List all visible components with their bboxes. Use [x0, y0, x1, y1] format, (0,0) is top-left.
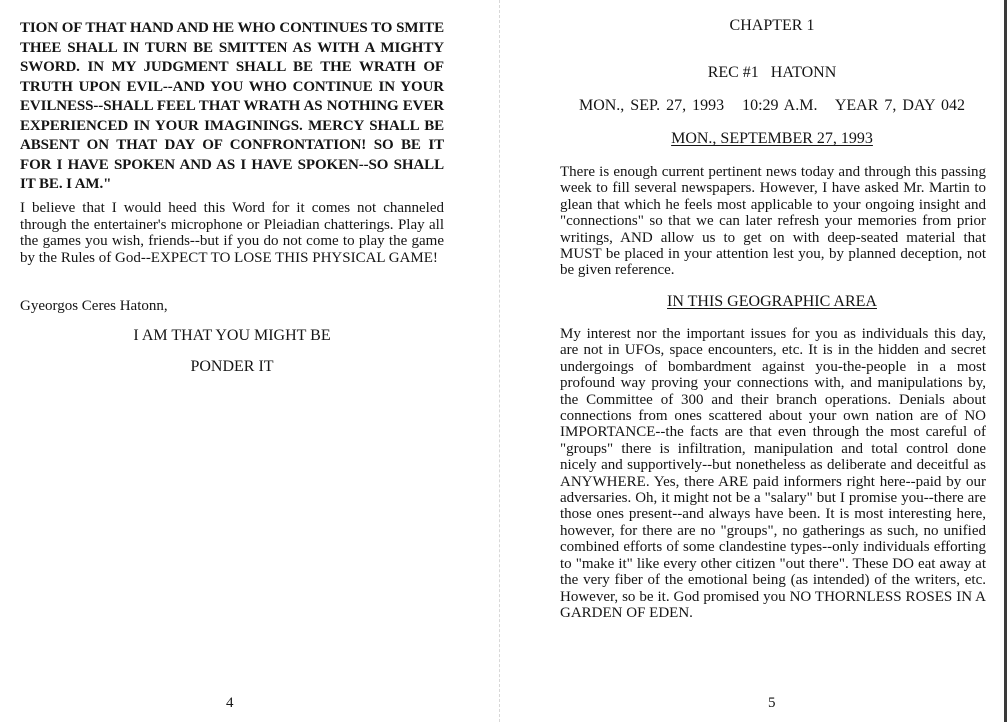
- closing-line-1: I AM THAT YOU MIGHT BE: [133, 327, 331, 344]
- left-paragraph: I believe that I would heed this Word for it comes not channeled through the entertainer's microphone or Pleiadian chatterings. Play all the games you wish, friends--but if you do not come to play the game by the Rules of God--EXPECT TO LOSE THIS PHYSICAL GAME!: [20, 200, 444, 266]
- rec-line: REC #1 HATONN: [707, 64, 837, 81]
- date-heading: [560, 130, 984, 148]
- right-paragraph-2: My interest nor the important issues for you as individuals this day, are not in UFOs, space encounters, etc. It is in the hidden and secret undergoings of bombardment against you-the-people in a most profound way proving your connections with, and manipulations by, the Committee of 300 and their branch operations. Denials about connections from ones scattered about your own nation are of NO IMPORTANCE--the facts are that even through the most careful of "groups" there is infiltration, manipulation and total control done nicely and supportively--but nonetheless as deliberate and deceitful as ANYWHERE. Yes, there ARE paid informers right here--paid by our adversaries. Oh, it might not be a "salary" but I promise you--there are those ones present--and always have been. It is most interesting here, however, for there are no "groups", no gatherings as such, no unified combined efforts of some clandestine types--only individuals efforting to "make it" like every other citizen "out there". These DO eat away at the very fiber of the emotional being (as intended) of the writers, etc. However, so be it. God promised you NO THORNLESS ROSES IN A GARDEN OF EDEN.: [560, 326, 986, 621]
- right-paragraph-1: There is enough current pertinent news today and through this passing week to fill several newspapers. However, I have asked Mr. Martin to glean that which he feels most applicable to your ongoing insight and "connections" so that we can later refresh your memories from prior writings, AND allow us to get on with deep-seated material that MUST be placed in your attention lest you, by planned deception, not be given reference.: [560, 164, 986, 279]
- right-page: [500, 0, 1007, 722]
- date-line: MON., SEP. 27, 1993 10:29 A.M. YEAR 7, DAY 042: [578, 97, 966, 114]
- section-heading: [560, 293, 984, 311]
- page-number-right: 5: [768, 695, 776, 711]
- left-page: [0, 0, 500, 722]
- signature: Gyeorgos Ceres Hatonn,: [20, 298, 168, 314]
- page-number-left: 4: [226, 695, 234, 711]
- chapter-title: CHAPTER 1: [729, 17, 815, 34]
- date-heading-text: MON., SEPTEMBER 27, 1993: [671, 130, 873, 147]
- closing-line-2: PONDER IT: [190, 358, 274, 375]
- section-heading-text: IN THIS GEOGRAPHIC AREA: [667, 293, 877, 310]
- continued-bold-text: TION OF THAT HAND AND HE WHO CONTINUES TO SMITE THEE SHALL IN TURN BE SMITTEN AS WITH A MIGHTY SWORD. IN MY JUDGMENT SHALL BE THE WRATH OF TRUTH UPON EVIL--AND YOU WHO CONTINUE IN YOUR EVILNESS--SHALL FEEL THAT WRATH AS NOTHING EVER EXPERIENCED IN YOUR IMAGININGS. MERCY SHALL BE ABSENT ON THAT DAY OF CONFRONTATION! SO BE IT FOR I HAVE SPOKEN AND AS I HAVE SPOKEN--SO SHALL IT BE. I AM.": [20, 20, 444, 192]
